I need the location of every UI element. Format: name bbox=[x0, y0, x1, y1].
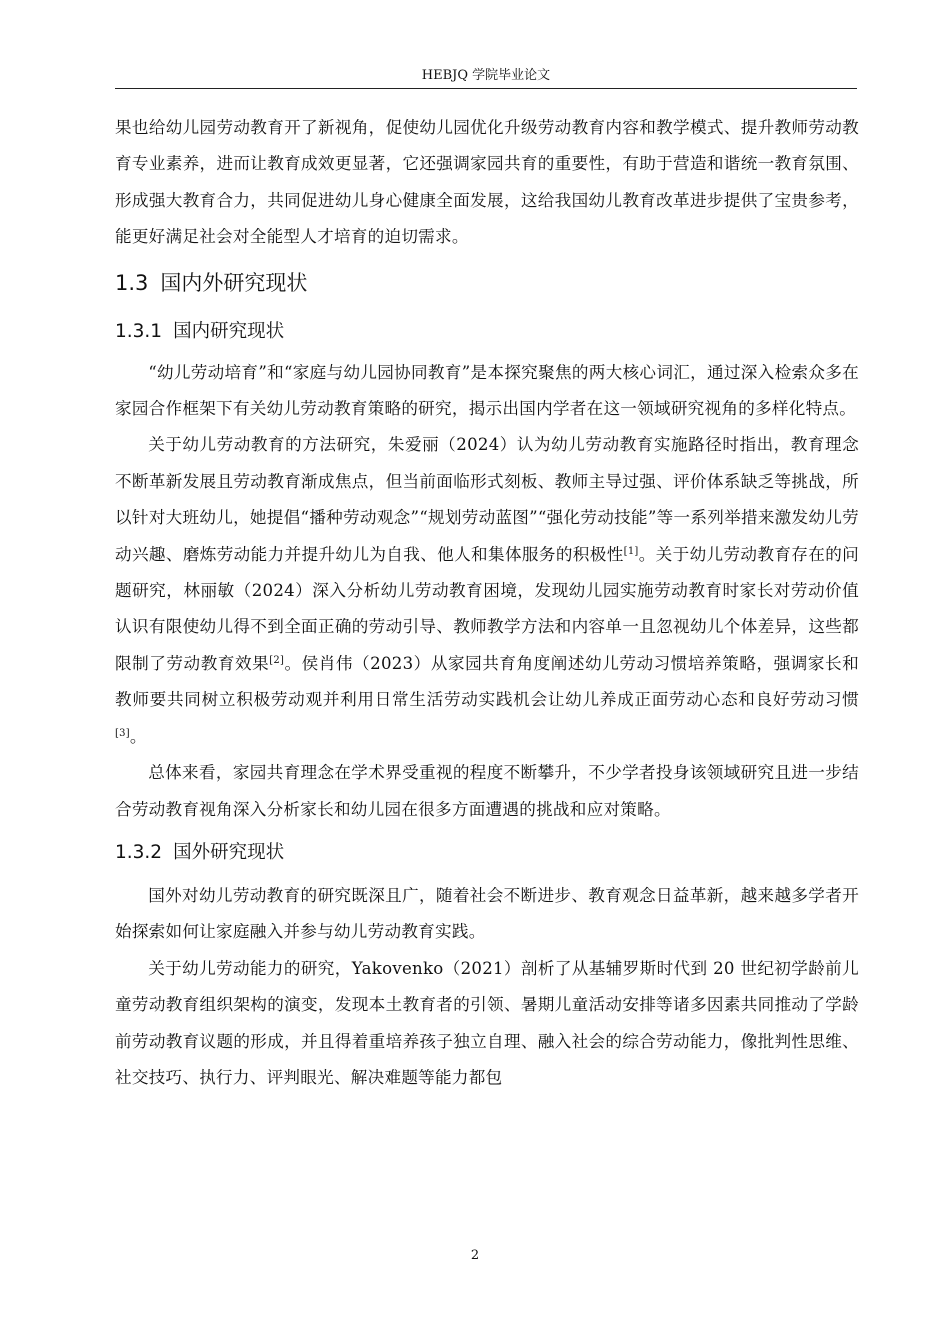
section-number: 1.3 bbox=[115, 270, 149, 295]
page-number: 2 bbox=[470, 1248, 480, 1263]
running-header: HEBJQ 学院毕业论文 bbox=[421, 68, 551, 83]
text-run: 。关于幼儿劳动教育存在的问题研究，林丽敏（2024）深入分析幼儿劳动教育困境，发现幼儿园实施劳动教育时家长对劳动价值认识有限使幼儿得不到全面正确的劳动引导、教师教学方法和内容单一且忽视幼儿个体差异，这些都限制了劳动教育效果 bbox=[115, 544, 860, 673]
citation-3: [3] bbox=[115, 727, 130, 739]
section-title: 国内外研究现状 bbox=[160, 270, 308, 295]
paragraph-continued: 果也给幼儿园劳动教育开了新视角，促使幼儿园优化升级劳动教育内容和教学模式、提升教师劳动教育专业素养，进而让教育成效更显著，它还强调家园共育的重要性，有助于营造和谐统一教育氛围、形成强大教育合力，共同促进幼儿身心健康全面发展，这给我国幼儿教育改革进步提供了宝贵参考，能更好满足社会对全能型人才培育的迫切需求。 bbox=[115, 118, 859, 247]
subsection-number: 1.3.1 bbox=[115, 320, 163, 342]
paragraph-summary: 总体来看，家园共育理念在学术界受重视的程度不断攀升，不少学者投身该领域研究且进一步结合劳动教育视角深入分析家长和幼儿园在很多方面遭遇的挑战和应对策略。 bbox=[115, 763, 859, 819]
subsection-heading-domestic bbox=[115, 319, 859, 345]
subsection-title: 国内研究现状 bbox=[173, 320, 285, 342]
text-run: 关于幼儿劳动教育的方法研究，朱爱丽（2024）认为幼儿劳动教育实施路径时指出，教育理念不断革新发展且劳动教育渐成焦点，但当前面临形式刻板、教师主导过强、评价体系缺乏等挑战，所以针对大班幼儿，她提倡“播种劳动观念”“规划劳动蓝图”“强化劳动技能”等一系列举措来激发幼儿劳动兴趣、磨炼劳动能力并提升幼儿为自我、他人和集体服务的积极性 bbox=[115, 435, 859, 564]
citation-2: [2] bbox=[269, 654, 285, 666]
text-run: 。 bbox=[129, 726, 147, 746]
subsection-number: 1.3.2 bbox=[115, 841, 163, 863]
page-body bbox=[115, 110, 859, 1096]
paragraph-keywords: “幼儿劳动培育”和“家庭与幼儿园协同教育”是本探究聚焦的两大核心词汇，通过深入检索众多在家园合作框架下有关幼儿劳动教育策略的研究，揭示出国内学者在这一领域研究视角的多样化特点。 bbox=[115, 362, 859, 419]
paragraph-foreign-studies: 关于幼儿劳动能力的研究，Yakovenko（2021）剖析了从基辅罗斯时代到 20 世纪初学龄前儿童劳动教育组织架构的演变，发现本土教育者的引领、暑期儿童活动安排等诸多因素共同推动了学龄前劳动教育议题的形成，并且得着重培养孩子独立自理、融入社会的综合劳动能力，像批判性思维、社交技巧、执行力、评判眼光、解决难题等能力都包 bbox=[115, 958, 859, 1087]
citation-1: [1] bbox=[623, 545, 639, 557]
subsection-title: 国外研究现状 bbox=[173, 841, 285, 863]
subsection-heading-foreign bbox=[115, 840, 859, 866]
paragraph-foreign-intro: 国外对幼儿劳动教育的研究既深且广，随着社会不断进步、教育观念日益革新，越来越多学者开始探索如何让家庭融入并参与幼儿劳动教育实践。 bbox=[115, 885, 859, 942]
paragraph-domestic-studies bbox=[115, 427, 859, 755]
text-run: 。侯肖伟（2023）从家园共育角度阐述幼儿劳动习惯培养策略，强调家长和教师要共同树立积极劳动观并利用日常生活劳动实践机会让幼儿养成正面劳动心态和良好劳动习惯 bbox=[115, 653, 859, 710]
section-heading bbox=[115, 269, 859, 297]
header-divider bbox=[115, 88, 857, 89]
